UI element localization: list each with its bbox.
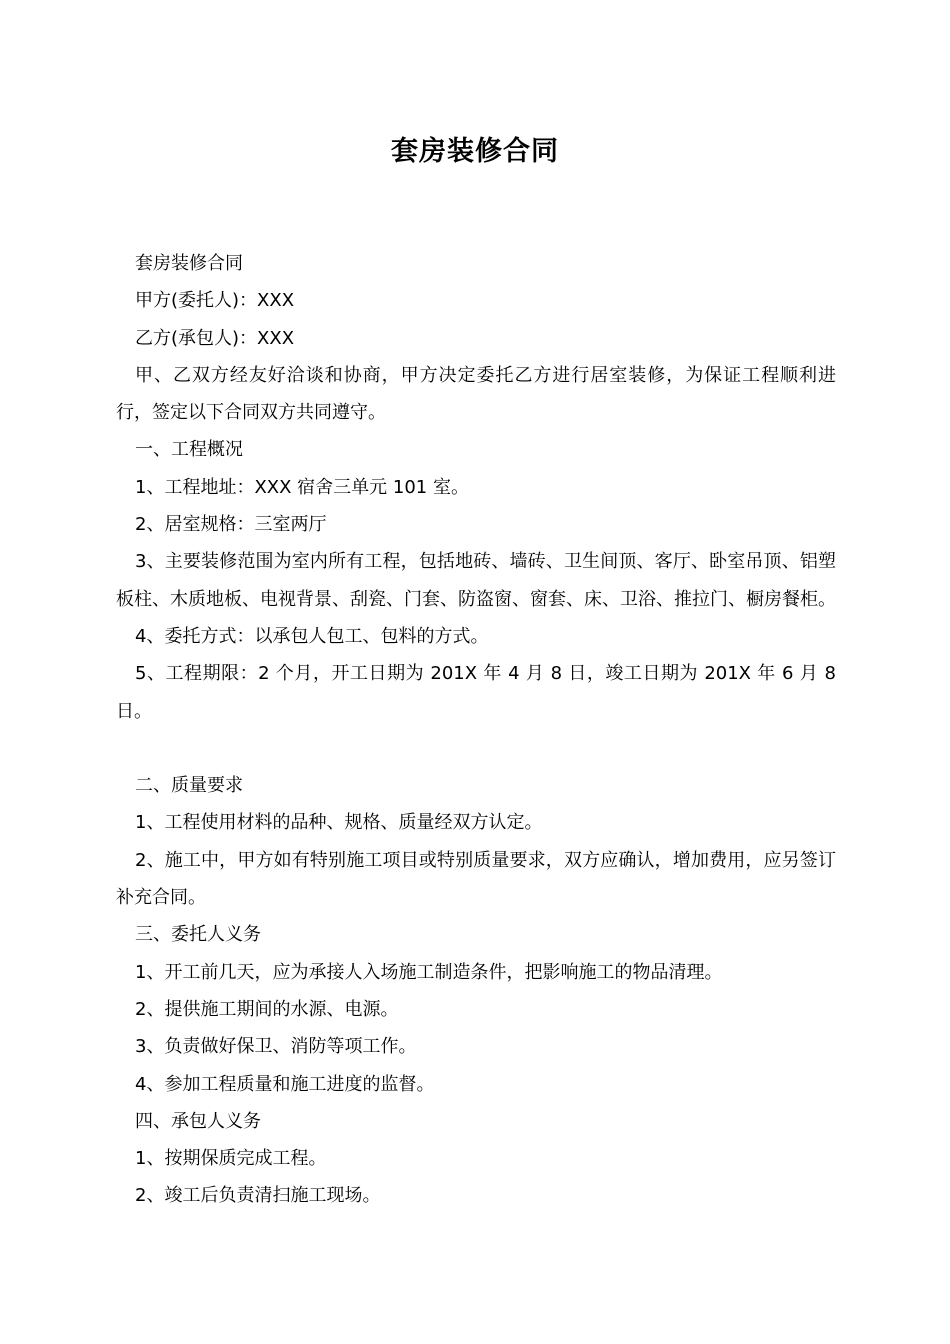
section-heading-contractor-obligations: 四、承包人义务 bbox=[135, 1110, 261, 1132]
paragraph-client-4: 4、参加工程质量和施工进度的监督。 bbox=[135, 1073, 435, 1095]
paragraph-client-2: 2、提供施工期间的水源、电源。 bbox=[135, 998, 399, 1020]
paragraph-client-3: 3、负责做好保卫、消防等项工作。 bbox=[135, 1036, 417, 1058]
document-body bbox=[116, 245, 836, 1215]
paragraph-party-b: 乙方(承包人)：XXX bbox=[135, 327, 295, 349]
paragraph-party-a: 甲方(委托人)：XXX bbox=[135, 290, 295, 312]
paragraph-method: 4、委托方式：以承包人包工、包料的方式。 bbox=[135, 625, 489, 647]
paragraph-special-requirements: 2、施工中，甲方如有特别施工项目或特别质量要求，双方应确认，增加费用，应另签订补充合同。 bbox=[116, 849, 836, 909]
section-heading-overview: 一、工程概况 bbox=[135, 439, 243, 461]
paragraph-contractor-2: 2、竣工后负责清扫施工现场。 bbox=[135, 1185, 381, 1207]
paragraph-materials: 1、工程使用材料的品种、规格、质量经双方认定。 bbox=[135, 812, 543, 834]
paragraph-preamble: 甲、乙双方经友好洽谈和协商，甲方决定委托乙方进行居室装修，为保证工程顺利进行，签定以下合同双方共同遵守。 bbox=[116, 364, 836, 424]
paragraph-spec: 2、居室规格：三室两厅 bbox=[135, 514, 327, 536]
paragraph-heading: 套房装修合同 bbox=[135, 253, 243, 274]
section-heading-quality: 二、质量要求 bbox=[135, 775, 243, 797]
paragraph-scope: 3、主要装修范围为室内所有工程，包括地砖、墙砖、卫生间顶、客厅、卧室吊顶、铝塑板柱、木质地板、电视背景、刮瓷、门套、防盗窗、窗套、床、卫浴、推拉门、橱房餐柜。 bbox=[116, 551, 836, 610]
paragraph-address: 1、工程地址：XXX 宿舍三单元 101 室。 bbox=[135, 476, 469, 498]
paragraph-client-1: 1、开工前几天，应为承接人入场施工制造条件，把影响施工的物品清理。 bbox=[135, 961, 723, 983]
document-title: 套房装修合同 bbox=[391, 136, 559, 167]
paragraph-contractor-1: 1、按期保质完成工程。 bbox=[135, 1148, 327, 1170]
section-heading-client-obligations: 三、委托人义务 bbox=[135, 924, 261, 946]
paragraph-period: 5、工程期限：2 个月，开工日期为 201X 年 4 月 8 日，竣工日期为 201X 年 6 月 8 日。 bbox=[116, 663, 836, 722]
